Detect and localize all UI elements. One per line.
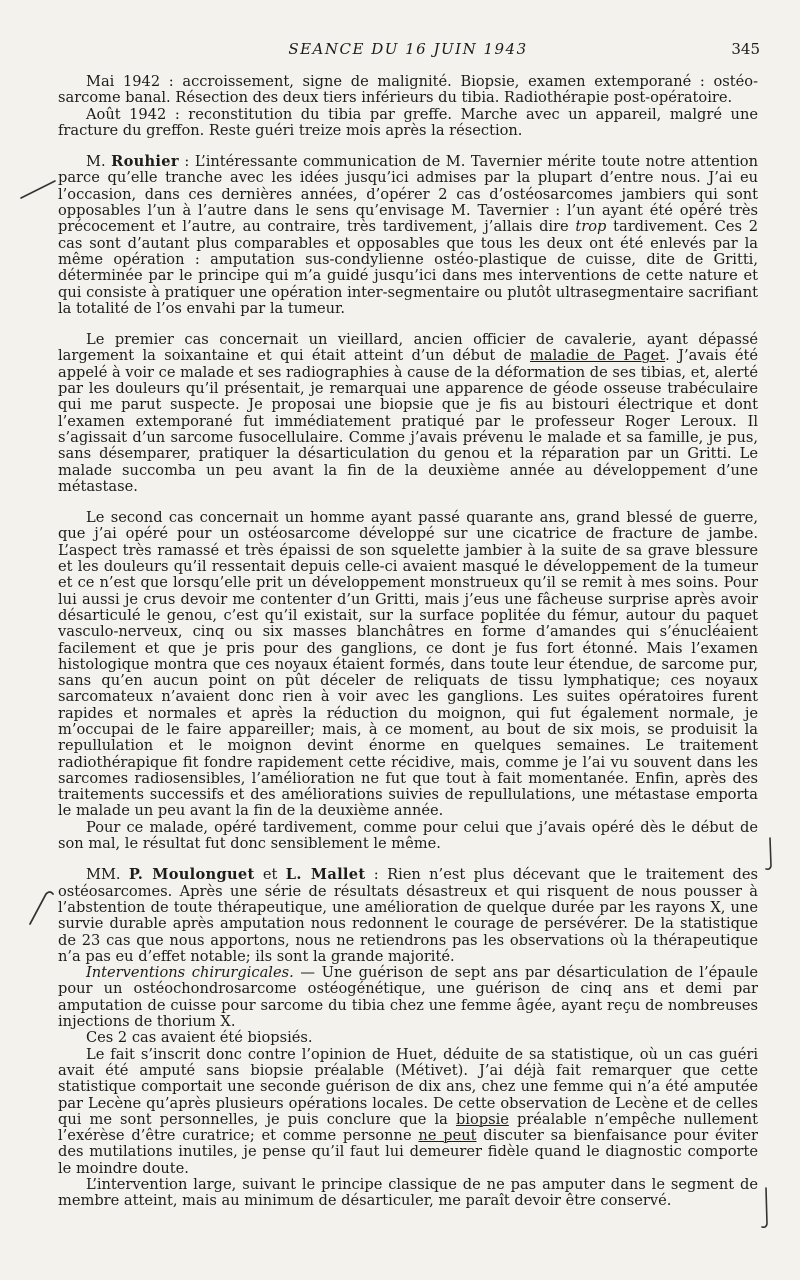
paragraph-rouhier-conclusion: Pour ce malade, opéré tardivement, comme pour celui que j’avais opéré dès le début de son mal, le résultat fut donc sensiblement le même.: [58, 818, 758, 853]
italic-interventions: Interventions chirurgicales.: [86, 964, 294, 982]
paragraph-final: L’intervention large, suivant le principe classique de ne pas amputer dans le segment de membre atteint, mais au minimum de désarticuler, me paraît devoir être conservé.: [58, 1176, 758, 1210]
margin-pencil-mark-rouhier: [18, 178, 58, 200]
author-rouhier: Rouhier: [111, 153, 179, 171]
paragraph-may-1942: Mai 1942 : accroissement, signe de malignité. Biopsie, examen extemporané : ostéo-sarcome banal. Résection des deux tiers inférieurs du tibia. Radiothérapie post-opératoire.: [58, 73, 758, 107]
underlined-paget: maladie de Paget: [530, 347, 666, 365]
italic-trop: trop: [575, 218, 607, 236]
paragraph-second-case: Le second cas concernait un homme ayant passé quarante ans, grand blessé de guerre, que j’ai opéré pour un ostéosarcome développé sur une cicatrice de fracture de jambe. L’aspect très ramassé et très épaissi de son squelette jambier à la suite de sa grave blessure et les douleurs qu’il ressentait depuis celle-ci avaient masqué le développement de la tumeur et ce n’est que lorsqu’elle prit un développement monstrueux qu’il se remit à mes soins. Pour lui aussi je crus devoir me contenter d’un Gritti, mais j’eus une fâcheuse surprise après avoir désarticulé le genou, c’est qu’il existait, sur la surface poplitée du fémur, autour du paquet vasculo-nerveux, cinq ou six masses blanchâtres en forme d’amandes qui s’énucléaient facilement et que je pris pour des ganglions, ce dont je fus fort étonné. Mais l’examen histologique montra que ces noyaux étaient formés, dans toute leur étendue, de sarcome pur, sans qu’en aucun point on pût déceler de reliquats de tissu lymphatique; ces noyaux sarcomateux n’avaient donc rien à voir avec les ganglions. Les suites opératoires furent rapides et normales et après la réduction du moignon, qui fut également normale, je m’occupai de le faire appareiller; mais, à ce moment, au bout de six mois, se produisit la repullulation et le moignon devint énorme en quelques semaines. Le traitement radiothérapique fit fondre rapidement cette récidive, mais, comme je l’ai vu souvent dans les sarcomes radiosensibles, l’amélioration ne fut que tout à fait momentanée. Enfin, après des traitements successifs et des améliorations suivies de repullulations, une métastase emporta le malade un peu avant la fin de la deuxième année.: [58, 509, 758, 820]
page: [58, 40, 758, 1210]
running-title: SEANCE DU 16 JUIN 1943: [288, 40, 528, 58]
paragraph-august-1942: Août 1942 : reconstitution du tibia par greffe. Marche avec un appareil, malgré une fracture du greffon. Reste guéri treize mois après la résection.: [58, 105, 758, 139]
paragraph-biopsies: Ces 2 cas avaient été biopsiés.: [86, 1029, 313, 1047]
paragraph-rouhier: M. Rouhier : L’intéressante communication de M. Tavernier mérite toute notre attention parce qu’elle tranche avec les idées jusqu’ici admises par la plupart d’entre nous. J’ai eu l’occasion, dans ces dernières années, d’opérer 2 cas d’ostéosarcomes jambiers qui sont opposables l’un à l’autre dans le sens qu’envisage M. Tavernier : l’un ayant été opéré très précocement et l’autre, au contraire, très tardivement, j’allais dire trop tardivement. Ces 2 cas sont d’autant plus comparables et opposables que tous les deux ont été enlevés par la même opération : amputation sus-condylienne ostéo-plastique de cuisse, dite de Gritti, déterminée par le principe qui m’a guidé jusqu’ici dans mes interventions de cette nature et qui consiste à pratiquer une opération inter-segmentaire ou plutôt ultrasegmentaire sacrifiant la totalité de l’os envahi par la tumeur.: [58, 153, 758, 317]
paragraph-interventions: Interventions chirurgicales. — Une guérison de sept ans par désarticulation de l’épaule pour un ostéochondrosarcome ostéogénétique, une guérison de cinq ans et demi par amputation de cuisse pour sarcome du tibia chez une femme âgée, ayant reçu de nombreuses injections de thorium X.: [58, 964, 758, 1031]
underlined-ne-peut: ne peut: [418, 1127, 477, 1145]
margin-bracket-mark-right-1: [764, 836, 778, 872]
paragraph-first-case: Le premier cas concernait un vieillard, ancien officier de cavalerie, ayant dépassé largement la soixantaine et qui était atteint d’un début de maladie de Paget. J’avais été appelé à voir ce malade et ses radiographies à cause de la déformation de ses tibias, et, alerté par les douleurs qu’il présentait, je remarquai une apparence de géode osseuse trabéculaire qui me parut suspecte. Je proposai une biopsie que je fis au bistouri électrique et dont l’examen extemporané fut immédiatement pratiqué par le professeur Roger Leroux. Il s’agissait d’un sarcome fusocellulaire. Comme j’avais prévenu le malade et sa famille, je pus, sans désemparer, pratiquer la désarticulation du genou et la réparation par un Gritti. Le malade succomba un peu avant la fin de la deuxième année au développement d’une métastase.: [58, 331, 758, 495]
underlined-biopsie: biopsie: [455, 1110, 509, 1128]
margin-bracket-mark-right-2: [760, 1186, 774, 1230]
page-number: 345: [731, 40, 760, 58]
paragraph-moulonguet-mallet: MM. P. Moulonguet et L. Mallet : Rien n’est plus décevant que le traitement des ostéosarcomes. Après une série de résultats désastreux et qui risquent de nous pousser à l’abstention de toute thérapeutique, une amélioration de quelque durée par les rayons X, une survie durable après amputation nous redonnent le courage de persévérer. De la statistique de 23 cas que nous apportons, nous ne retiendrons pas les observations où la thérapeutique n’a pas eu d’effet notable; ils sont la grande majorité.: [58, 866, 758, 965]
paragraph-huet: Le fait s’inscrit donc contre l’opinion de Huet, déduite de sa statistique, où un cas guéri avait été amputé sans biopsie préalable (Métivet). J’ai déjà fait remarquer que cette statistique comportait une seconde guérison de dix ans, chez une femme qui n’a été amputée par Lecène qu’après plusieurs opérations locales. De cette observation de Lecène et de celles qui me sont personnelles, je puis conclure que la biopsie préalable n’empêche nullement l’exérèse d’être curatrice; et comme personne ne peut discuter sa bienfaisance pour éviter des mutilations inutiles, je pense qu’il faut lui demeurer fidèle quand le diagnostic comporte le moindre doute.: [58, 1045, 759, 1177]
author-moulonguet: P. Moulonguet: [128, 866, 255, 884]
margin-pencil-mark-moulonguet: [26, 888, 56, 928]
running-head: [58, 40, 758, 66]
author-mallet: L. Mallet: [285, 866, 366, 884]
